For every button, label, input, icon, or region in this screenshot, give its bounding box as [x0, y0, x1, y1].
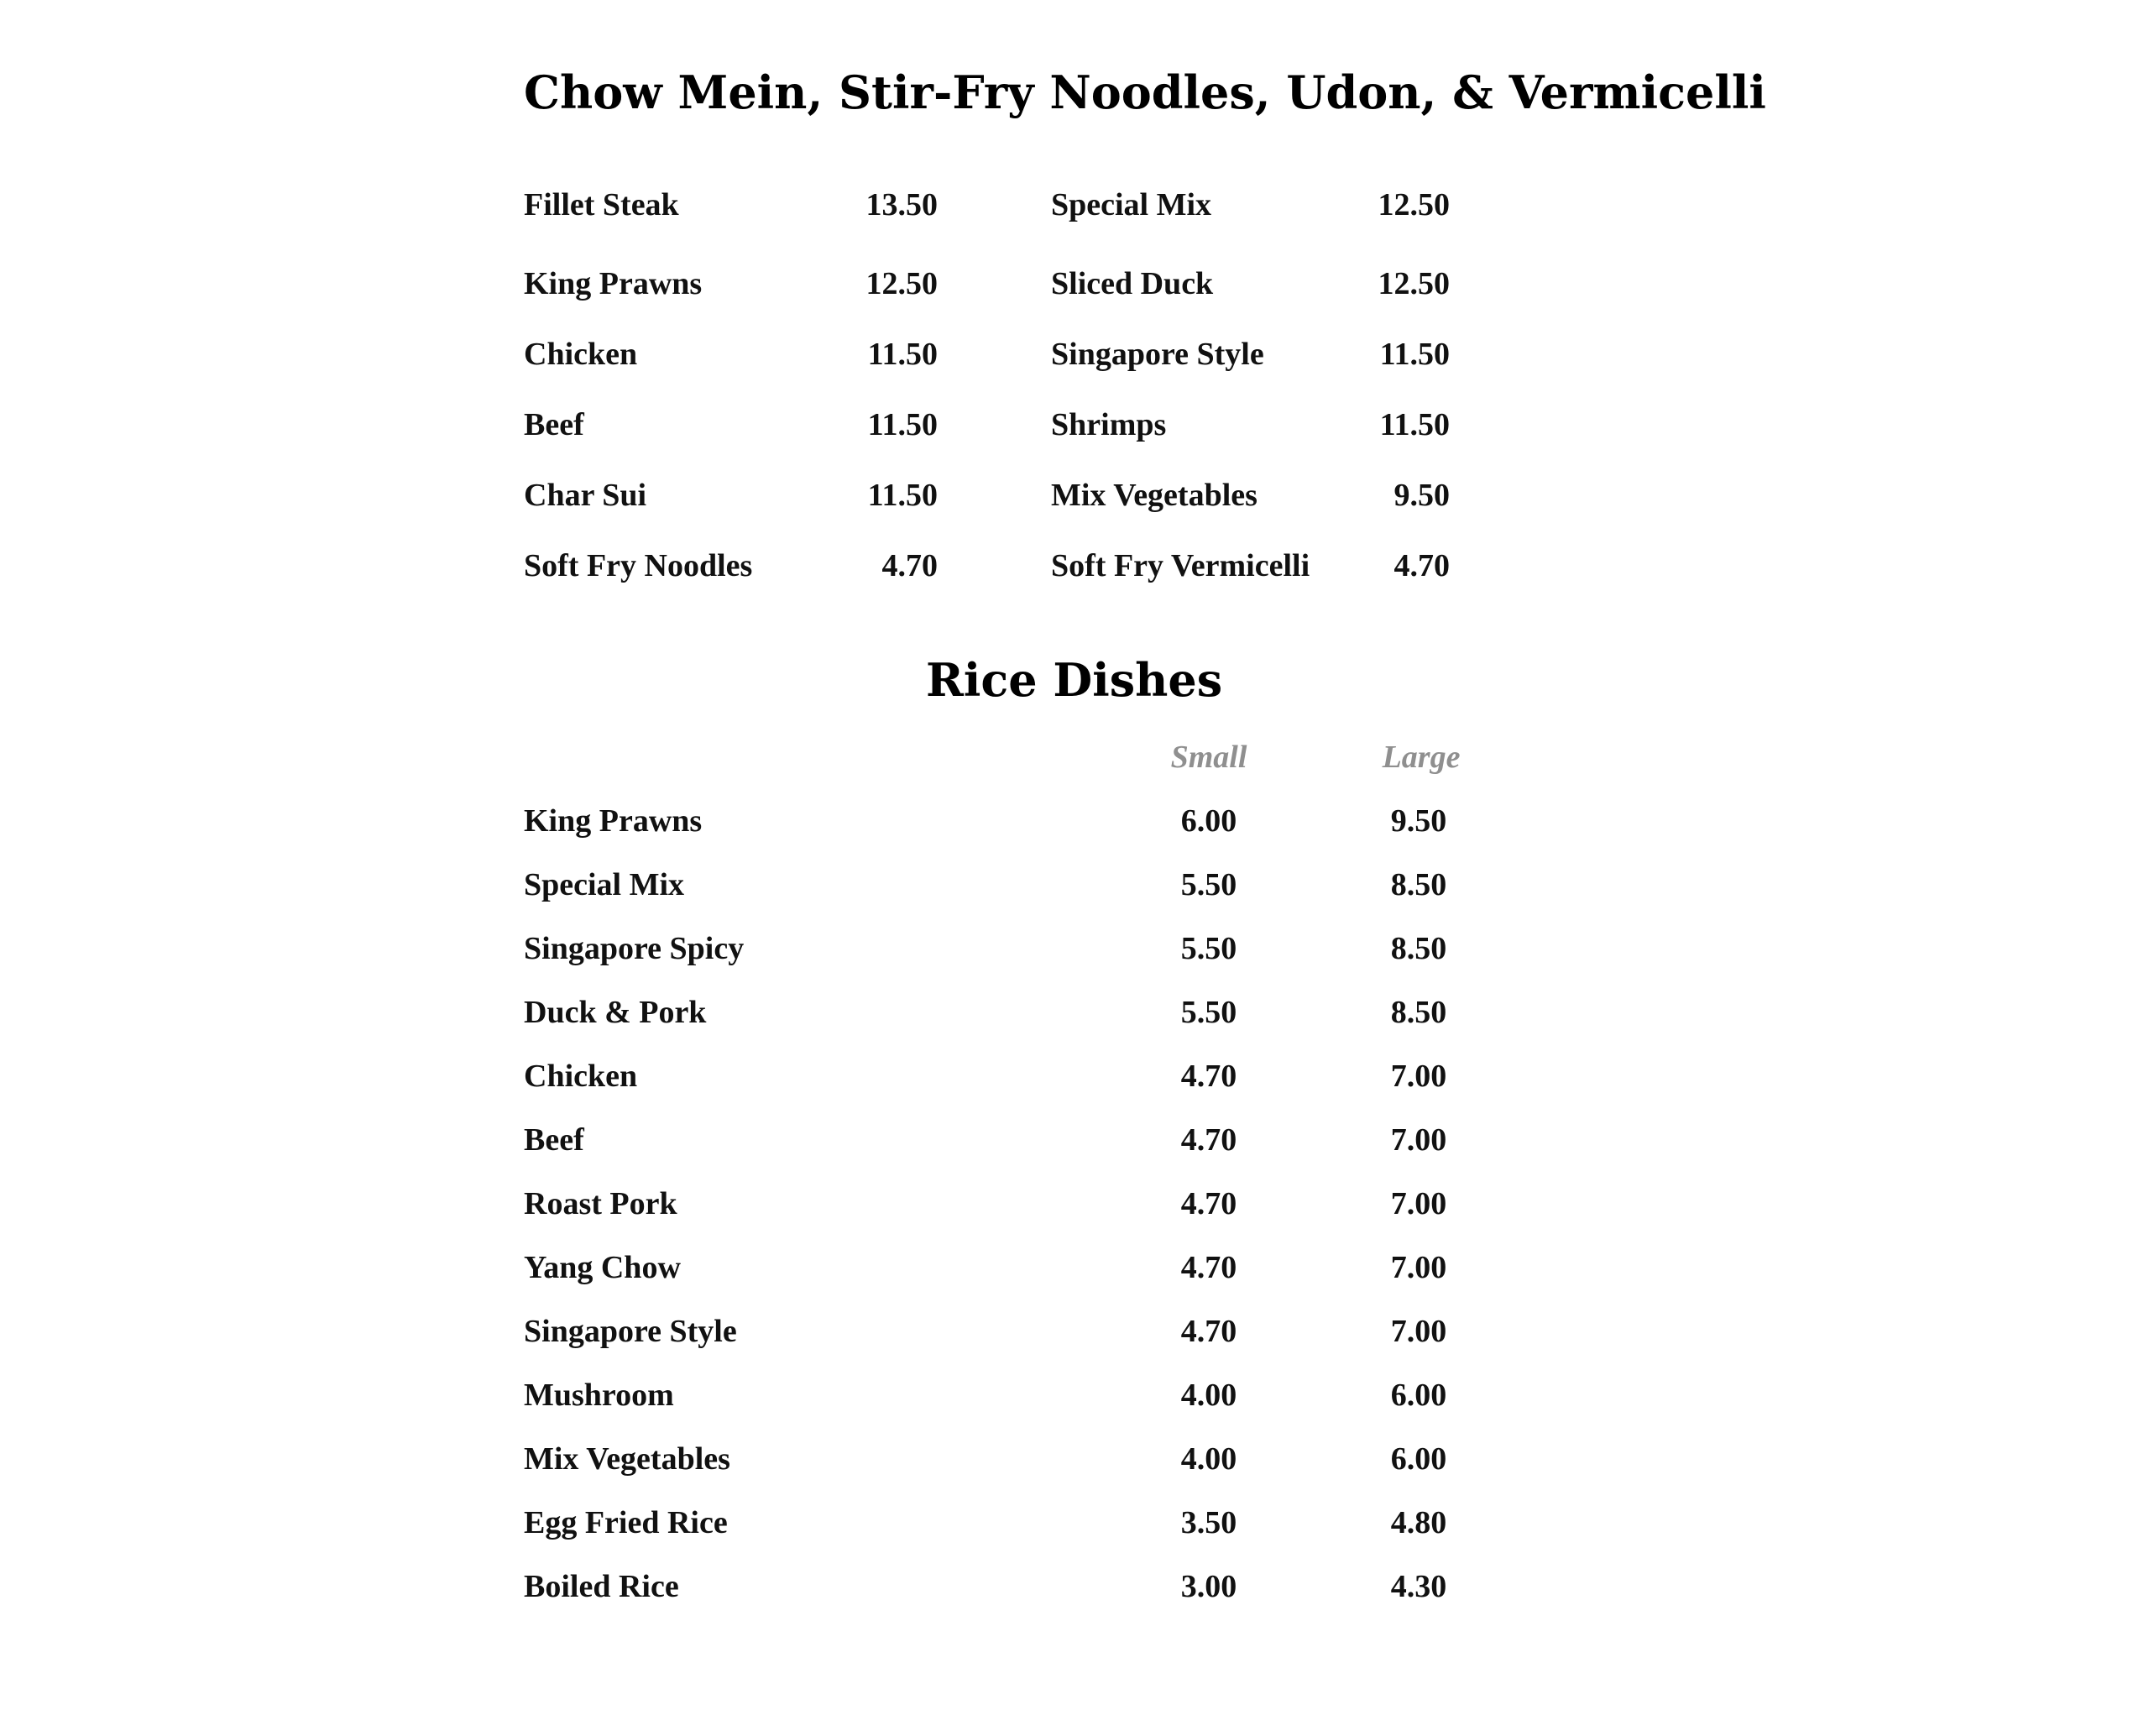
rice-item-small-price: 4.00 — [1180, 1378, 1237, 1413]
rice-item-large-price: 4.30 — [1390, 1569, 1447, 1604]
rice-item-small-price: 6.00 — [1180, 803, 1237, 839]
noodles-item-price: 11.50 — [1379, 407, 1450, 442]
rice-col-small-header: Small — [1170, 740, 1247, 775]
noodles-section-title: Chow Mein, Stir-Fry Noodles, Udon, & Vermicelli — [524, 65, 1766, 119]
rice-item-name: Singapore Style — [524, 1314, 737, 1349]
rice-item-small-price: 5.50 — [1180, 995, 1237, 1030]
noodles-item-name: Char Sui — [524, 478, 647, 513]
rice-item-name: Beef — [524, 1122, 584, 1158]
noodles-item-price: 9.50 — [1393, 478, 1450, 513]
rice-item-name: Singapore Spicy — [524, 931, 745, 966]
rice-item-large-price: 7.00 — [1390, 1059, 1447, 1094]
rice-item-small-price: 5.50 — [1180, 931, 1237, 966]
rice-item-large-price: 7.00 — [1390, 1122, 1447, 1158]
rice-item-name: Chicken — [524, 1059, 638, 1094]
noodles-item-price: 4.70 — [1393, 548, 1450, 583]
noodles-item-price: 12.50 — [865, 266, 938, 301]
noodles-item-name: Fillet Steak — [524, 187, 679, 222]
rice-item-large-price: 8.50 — [1390, 995, 1447, 1030]
noodles-item-price: 11.50 — [867, 478, 938, 513]
rice-item-name: Boiled Rice — [524, 1569, 679, 1604]
noodles-item-name: Soft Fry Noodles — [524, 548, 753, 583]
rice-item-large-price: 4.80 — [1390, 1505, 1447, 1540]
rice-item-small-price: 4.70 — [1180, 1186, 1237, 1221]
rice-item-small-price: 4.00 — [1180, 1441, 1237, 1477]
noodles-item-name: Shrimps — [1051, 407, 1167, 442]
noodles-item-price: 11.50 — [1379, 337, 1450, 372]
noodles-item-price: 11.50 — [867, 407, 938, 442]
rice-item-large-price: 6.00 — [1390, 1378, 1447, 1413]
noodles-item-price: 4.70 — [881, 548, 938, 583]
rice-item-name: Mix Vegetables — [524, 1441, 730, 1477]
rice-item-name: Roast Pork — [524, 1186, 677, 1221]
rice-item-small-price: 3.50 — [1180, 1505, 1237, 1540]
rice-item-small-price: 4.70 — [1180, 1314, 1237, 1349]
rice-item-name: Egg Fried Rice — [524, 1505, 728, 1540]
noodles-item-name: Special Mix — [1051, 187, 1212, 222]
noodles-item-price: 12.50 — [1378, 187, 1450, 222]
noodles-item-name: Mix Vegetables — [1051, 478, 1258, 513]
rice-item-name: Mushroom — [524, 1378, 674, 1413]
rice-item-name: Yang Chow — [524, 1250, 681, 1285]
noodles-item-name: King Prawns — [524, 266, 703, 301]
rice-item-name: Special Mix — [524, 867, 685, 902]
rice-item-name: King Prawns — [524, 803, 703, 839]
rice-item-large-price: 7.00 — [1390, 1314, 1447, 1349]
noodles-item-name: Sliced Duck — [1051, 266, 1214, 301]
rice-item-small-price: 3.00 — [1180, 1569, 1237, 1604]
rice-section-title: Rice Dishes — [926, 653, 1223, 707]
rice-item-small-price: 4.70 — [1180, 1250, 1237, 1285]
rice-item-large-price: 7.00 — [1390, 1250, 1447, 1285]
rice-item-large-price: 7.00 — [1390, 1186, 1447, 1221]
noodles-item-price: 12.50 — [1378, 266, 1450, 301]
rice-item-small-price: 4.70 — [1180, 1059, 1237, 1094]
noodles-item-name: Beef — [524, 407, 584, 442]
rice-item-large-price: 9.50 — [1390, 803, 1447, 839]
noodles-item-name: Chicken — [524, 337, 638, 372]
noodles-item-name: Soft Fry Vermicelli — [1051, 548, 1310, 583]
noodles-item-price: 13.50 — [865, 187, 938, 222]
rice-item-name: Duck & Pork — [524, 995, 707, 1030]
noodles-item-price: 11.50 — [867, 337, 938, 372]
rice-item-large-price: 8.50 — [1390, 931, 1447, 966]
rice-col-large-header: Large — [1382, 740, 1461, 775]
noodles-item-name: Singapore Style — [1051, 337, 1264, 372]
rice-item-small-price: 4.70 — [1180, 1122, 1237, 1158]
rice-item-small-price: 5.50 — [1180, 867, 1237, 902]
rice-item-large-price: 8.50 — [1390, 867, 1447, 902]
rice-item-large-price: 6.00 — [1390, 1441, 1447, 1477]
